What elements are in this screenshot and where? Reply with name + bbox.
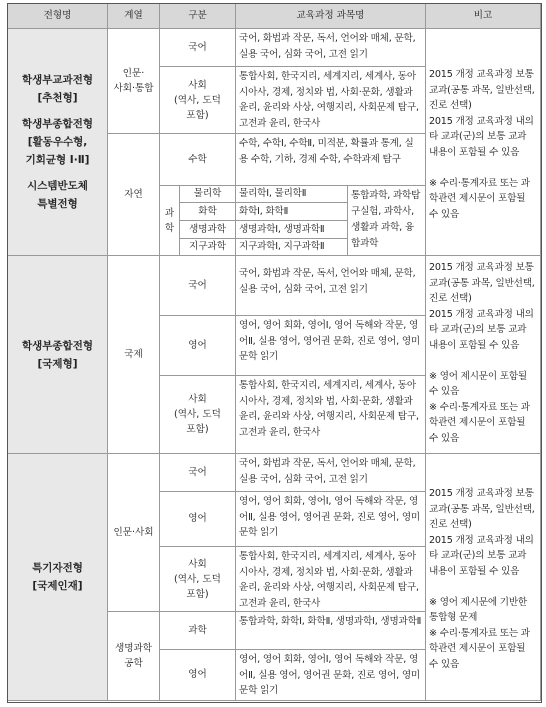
subjects-english: 영어, 영어 회화, 영어Ⅰ, 영어 독해와 작문, 영어Ⅱ, 실용 영어, 영어권 문화, 진로 영어, 영미 문학 읽기 <box>236 316 426 376</box>
header-remarks: 비고 <box>426 4 541 29</box>
subjects-physics: 물리학Ⅰ, 물리학Ⅱ <box>236 186 348 203</box>
remarks-section3: 2015 개정 교육과정 보통교과(공통 과목, 일반선택, 진로 선택) 2015 개정 교육과정 내의 타 교과(군)의 보통 교과 내용이 포함될 수 있음 ※ 영어 제시문에 기반한 통합형 문제 ※ 수리·통계자료 또는 과학관련 제시문이 포함될 수 있음 <box>426 454 541 701</box>
category-english: 영어 <box>160 650 236 701</box>
type-line: [추천형] <box>37 92 78 104</box>
subjects-science: 통합과학, 화학Ⅰ, 화학Ⅱ, 생명과학Ⅰ, 생명과학Ⅱ <box>236 612 426 650</box>
subjects-math: 수학, 수학Ⅰ, 수학Ⅱ, 미적분, 확률과 통계, 실용 수학, 기하, 경제 수학, 수학과제 탐구 <box>236 134 426 186</box>
subjects-english: 영어, 영어 회화, 영어Ⅰ, 영어 독해와 작문, 영어Ⅱ, 실용 영어, 영어권 문화, 진로 영어, 영미 문학 읽기 <box>236 492 426 547</box>
category-math: 수학 <box>160 134 236 186</box>
category-english: 영어 <box>160 492 236 547</box>
category-korean: 국어 <box>160 29 236 67</box>
remarks-section1: 2015 개정 교육과정 보통교과(공통 과목, 일반선택, 진로 선택) 2015 개정 교육과정 내의 타 교과(군)의 보통 교과 내용이 포함될 수 있음 ※ 수리·통계자료 또는 과학관련 제시문이 포함될 수 있음 <box>426 29 541 256</box>
header-admission-type: 전형명 <box>8 4 108 29</box>
category-korean: 국어 <box>160 454 236 492</box>
type-line: 특기자전형 <box>32 562 83 574</box>
track-natural: 자연 <box>108 134 160 256</box>
type-line: 학생부종합전형 <box>21 118 93 130</box>
subjects-social: 통합사회, 한국지리, 세계지리, 세계사, 동아시아사, 경제, 정치와 법, 사회·문화, 생활과 윤리, 윤리와 사상, 여행지리, 사회문제 탐구, 고전과 윤리, 한국사 <box>236 547 426 612</box>
category-life-science: 생명과학 <box>180 221 236 239</box>
category-social: 사회 (역사, 도덕 포함) <box>160 67 236 134</box>
track-humanities: 인문· 사회·통합 <box>108 29 160 134</box>
category-chemistry: 화학 <box>180 203 236 221</box>
category-social: 사회 (역사, 도덕 포함) <box>160 547 236 612</box>
subjects-earth-science: 지구과학Ⅰ, 지구과학Ⅱ <box>236 239 348 256</box>
remarks-section2: 2015 개정 교육과정 보통교과(공통 과목, 일반선택, 진로 선택) 2015 개정 교육과정 내의 타 교과(군)의 보통 교과 내용이 포함될 수 있음 ※ 영어 제시문이 포함될 수 있음 ※ 수리·통계자료 또는 과학관련 제시문이 포함될 수 있음 <box>426 256 541 454</box>
track-humanities-social: 인문·사회 <box>108 454 160 612</box>
type-line: 학생부종합전형 <box>21 339 93 352</box>
subjects-social: 통합사회, 한국지리, 세계지리, 세계사, 동아시아사, 경제, 정치와 법, 사회·문화, 생활과 윤리, 윤리와 사상, 여행지리, 사회문제 탐구, 고전과 윤리, 한국사 <box>236 67 426 134</box>
header-track: 계열 <box>108 4 160 29</box>
subjects-integrated-science: 통합과학, 과학탐구실험, 과학사, 생활과 과학, 융합과학 <box>348 186 426 256</box>
subjects-english: 영어, 영어 회화, 영어Ⅰ, 영어 독해와 작문, 영어Ⅱ, 실용 영어, 영어권 문화, 진로 영어, 영미 문학 읽기 <box>236 650 426 701</box>
category-physics: 물리학 <box>180 186 236 203</box>
subjects-korean: 국어, 화법과 작문, 독서, 언어와 매체, 문학, 실용 국어, 심화 국어, 고전 읽기 <box>236 454 426 492</box>
type-line: 학생부교과전형 <box>21 74 93 86</box>
type-line: 기회균형 Ⅰ·Ⅱ] <box>25 154 90 166</box>
category-science: 과 학 <box>160 186 180 256</box>
header-category: 구분 <box>160 4 236 29</box>
type-line: 특별전형 <box>37 198 78 210</box>
category-korean: 국어 <box>160 256 236 316</box>
track-international: 국제 <box>108 256 160 454</box>
category-science: 과학 <box>160 612 236 650</box>
subjects-korean: 국어, 화법과 작문, 독서, 언어와 매체, 문학, 실용 국어, 심화 국어, 고전 읽기 <box>236 256 426 316</box>
section3-admission-types <box>8 454 108 701</box>
type-line: [국제형] <box>37 357 78 370</box>
type-line: [활동우수형, <box>27 136 88 148</box>
category-earth-science: 지구과학 <box>180 239 236 256</box>
subjects-chemistry: 화학Ⅰ, 화학Ⅱ <box>236 203 348 221</box>
subjects-life-science: 생명과학Ⅰ, 생명과학Ⅱ <box>236 221 348 239</box>
category-english: 영어 <box>160 316 236 376</box>
section2-admission-types <box>8 256 108 454</box>
category-social: 사회 (역사, 도덕 포함) <box>160 376 236 454</box>
subjects-social: 통합사회, 한국지리, 세계지리, 세계사, 동아시아사, 경제, 정치와 법, 사회·문화, 생활과 윤리, 윤리와 사상, 여행지리, 사회문제 탐구, 고전과 윤리, 한국사 <box>236 376 426 454</box>
type-line: [국제인재] <box>32 580 83 592</box>
subjects-korean: 국어, 화법과 작문, 독서, 언어와 매체, 문학, 실용 국어, 심화 국어, 고전 읽기 <box>236 29 426 67</box>
track-life-engineering: 생명과학 공학 <box>108 612 160 701</box>
header-subjects: 교육과정 과목명 <box>236 4 426 29</box>
section1-admission-types <box>8 29 108 256</box>
curriculum-table <box>7 3 542 703</box>
type-line: 시스템반도체 <box>27 180 88 192</box>
